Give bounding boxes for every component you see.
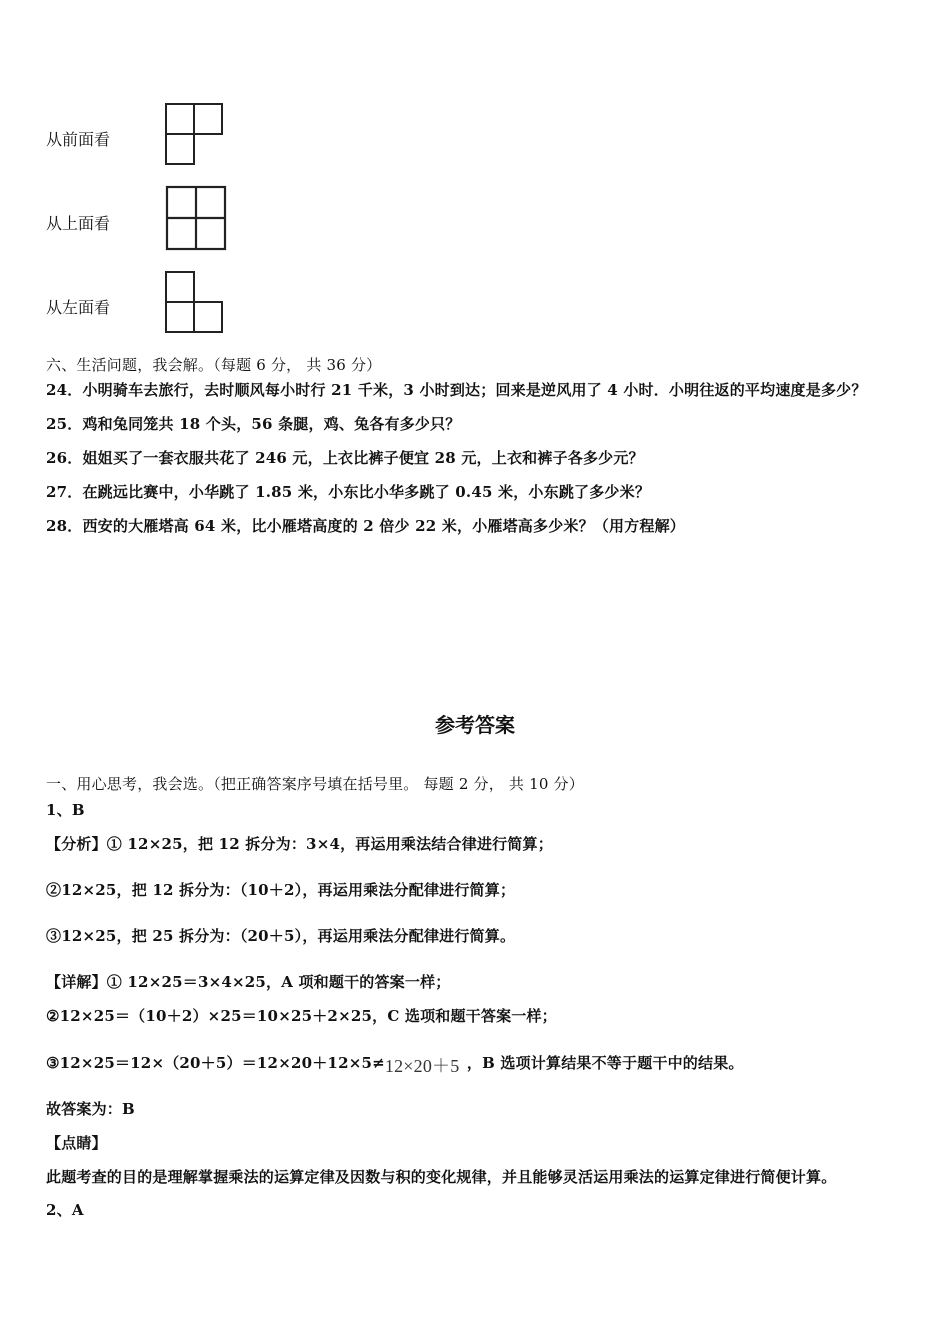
question-26: 26．姐姐买了一套衣服共花了 246 元，上衣比裤子便宜 28 元，上衣和裤子各多少元？ [46, 449, 644, 467]
detail-line-3-prefix: ③12×25＝12×（20＋5）＝12×20＋12×5≠ [46, 1054, 385, 1072]
analysis-line-2: ②12×25，把 12 拆分为：（10＋2），再运用乘法分配律进行简算； [46, 881, 516, 899]
tip-label: 【点睛】 [46, 1134, 107, 1152]
answers-title: 参考答案 [435, 713, 515, 737]
tip-text: 此题考查的目的是理解掌握乘法的运算定律及因数与积的变化规律，并且能够灵活运用乘法的运算定律进行简便计算。 [46, 1168, 837, 1186]
formula-image: 12×20＋5 [384, 1056, 460, 1076]
detail-line-3-suffix: ，B 选项计算结果不等于题干中的结果。 [466, 1054, 744, 1072]
answer-2-label: 2、A [46, 1201, 84, 1219]
question-24: 24．小明骑车去旅行，去时顺风每小时行 21 千米，3 小时到达；回来是逆风用了 4 小时．小明往返的平均速度是多少？ [46, 381, 867, 399]
front-view-grid-icon [160, 100, 228, 168]
detail-line-3 [46, 1052, 744, 1076]
answers-section1-header: 一、用心思考，我会选。（把正确答案序号填在括号里。 每题 2 分， 共 10 分） [46, 775, 584, 793]
view-label-top: 从上面看 [46, 214, 111, 233]
view-label-left: 从左面看 [46, 298, 111, 317]
conclusion: 故答案为：B [46, 1100, 135, 1118]
analysis-line-3: ③12×25，把 25 拆分为：（20＋5），再运用乘法分配律进行简算。 [46, 927, 516, 945]
top-view-grid-icon [160, 183, 232, 253]
question-28: 28．西安的大雁塔高 64 米，比小雁塔高度的 2 倍少 22 米，小雁塔高多少米？（用方程解） [46, 517, 685, 535]
detail-line-1: 【详解】① 12×25＝3×4×25，A 项和题干的答案一样； [46, 973, 451, 991]
view-label-front: 从前面看 [46, 130, 111, 149]
detail-line-2: ②12×25＝（10＋2）×25＝10×25＋2×25，C 选项和题干答案一样； [46, 1007, 557, 1025]
analysis-line-1: 【分析】① 12×25，把 12 拆分为：3×4，再运用乘法结合律进行简算； [46, 835, 553, 853]
answer-1-label: 1、B [46, 801, 85, 819]
left-view-grid-icon [160, 268, 228, 336]
section6-header: 六、生活问题，我会解。（每题 6 分， 共 36 分） [46, 356, 382, 374]
question-25: 25．鸡和兔同笼共 18 个头，56 条腿，鸡、兔各有多少只？ [46, 415, 461, 433]
question-27: 27．在跳远比赛中，小华跳了 1.85 米，小东比小华多跳了 0.45 米，小东跳了多少米？ [46, 483, 651, 501]
